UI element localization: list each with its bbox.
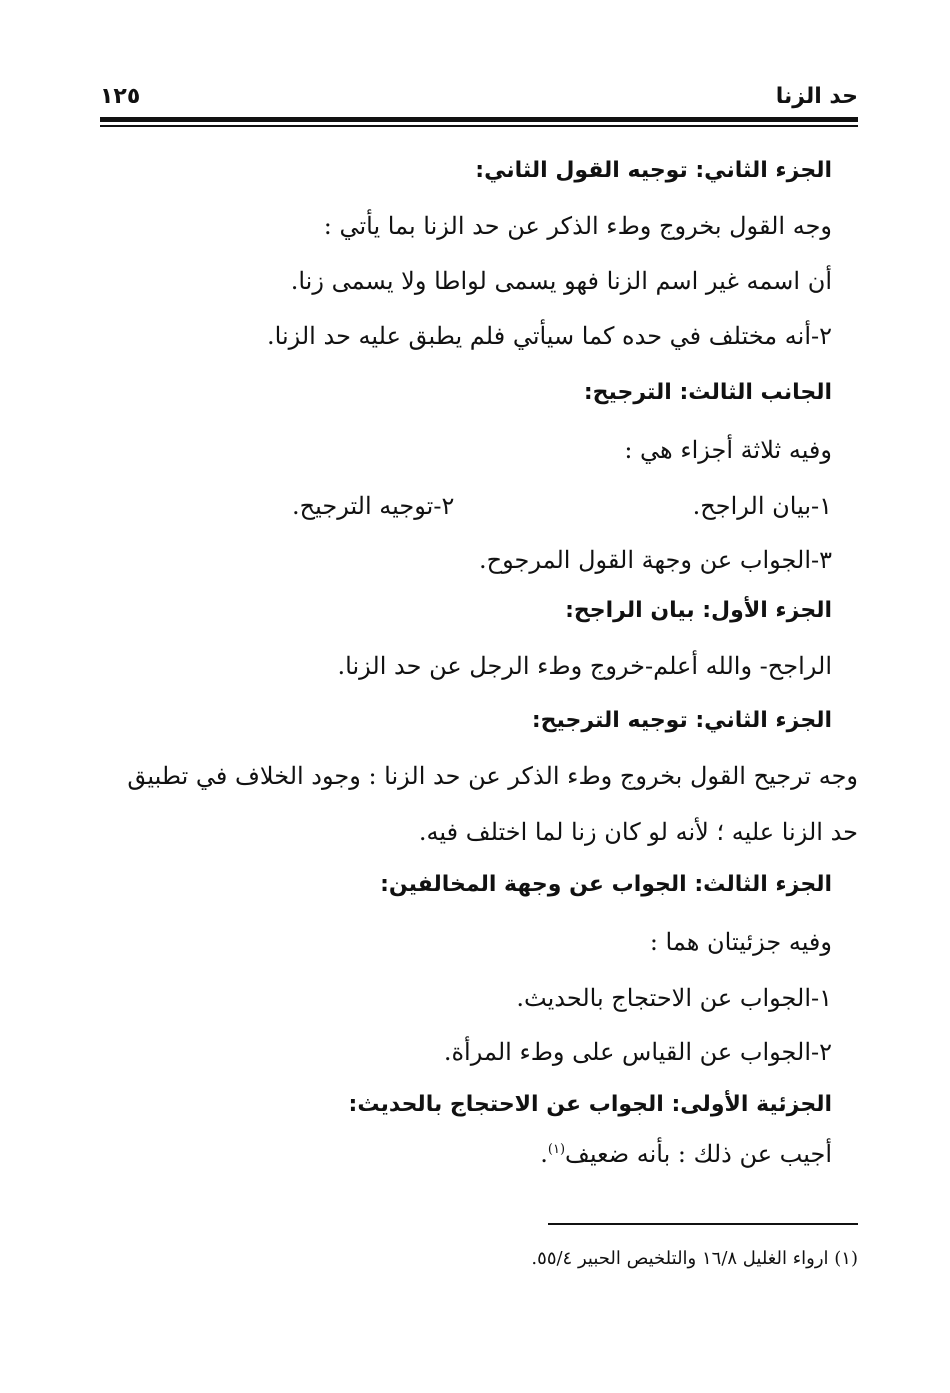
page-number: ١٢٥: [100, 84, 141, 109]
paragraph-line: الراجح- والله أعلم-خروج وطء الرجل عن حد الزنا.: [337, 652, 832, 680]
paragraph-text: أجيب عن ذلك : بأنه ضعيف: [565, 1140, 832, 1168]
paragraph-line: [540, 1140, 832, 1168]
header-rule-thick: [100, 117, 858, 122]
running-header-title: حد الزنا: [775, 84, 858, 109]
footnote-separator: [548, 1223, 858, 1225]
paragraph-line: وجه ترجيح القول بخروج وطء الذكر عن حد الزنا : وجود الخلاف في تطبيق: [127, 762, 858, 790]
heading-first-sub-part: الجزئية الأولى: الجواب عن الاحتجاج بالحديث:: [348, 1092, 832, 1117]
heading-third-aspect-preference: الجانب الثالث: الترجيح:: [583, 380, 832, 405]
list-item: ٣-الجواب عن وجهة القول المرجوح.: [478, 546, 832, 574]
heading-part-one-preferred: الجزء الأول: بيان الراجح:: [565, 598, 832, 623]
list-item: ١-بيان الراجح.: [692, 492, 832, 520]
paragraph-line: وفيه ثلاثة أجزاء هي :: [624, 436, 832, 464]
heading-part-two-justification: الجزء الثاني: توجيه الترجيح:: [531, 708, 832, 733]
paragraph-line: أن اسمه غير اسم الزنا فهو يسمى لواطا ولا يسمى زنا.: [290, 267, 832, 295]
list-item: ٢-الجواب عن القياس على وطء المرأة.: [443, 1038, 832, 1066]
heading-part-three-response: الجزء الثالث: الجواب عن وجهة المخالفين:: [380, 872, 832, 897]
header-rule-thin: [100, 125, 858, 127]
paragraph-line: وجه القول بخروج وطء الذكر عن حد الزنا بما يأتي :: [323, 212, 832, 240]
paragraph-line: وفيه جزئيتان هما :: [649, 928, 832, 956]
list-item: ٢-توجيه الترجيح.: [292, 492, 455, 520]
list-item: ٢-أنه مختلف في حده كما سيأتي فلم يطبق عليه حد الزنا.: [267, 322, 832, 350]
sentence-end: .: [540, 1140, 548, 1168]
list-item: ١-الجواب عن الاحتجاج بالحديث.: [516, 984, 832, 1012]
footnote-reference[interactable]: (١): [547, 1142, 566, 1157]
paragraph-line: حد الزنا عليه ؛ لأنه لو كان زنا لما اختلف فيه.: [418, 818, 858, 846]
heading-part-two-second-opinion: الجزء الثاني: توجيه القول الثاني:: [475, 158, 832, 183]
footnote: (١) ارواء الغليل ١٦/٨ والتلخيص الحبير ٥٥/٤.: [531, 1248, 858, 1269]
